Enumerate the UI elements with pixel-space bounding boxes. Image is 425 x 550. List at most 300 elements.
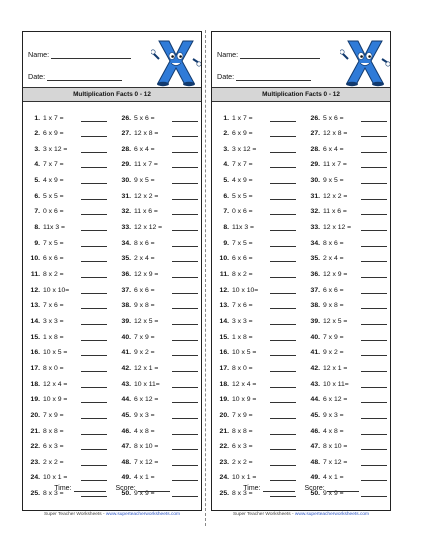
answer-blank[interactable]	[172, 240, 198, 247]
problem-number: 28.	[310, 145, 320, 153]
problem-row	[216, 362, 296, 374]
problem-row	[27, 472, 107, 484]
problem-row	[307, 362, 387, 374]
problem-number: 16.	[219, 349, 229, 357]
problem-number: 35.	[121, 255, 131, 263]
problem-row	[27, 315, 107, 327]
problem-row	[216, 253, 296, 265]
answer-blank[interactable]	[172, 349, 198, 356]
problem-expression: 8 x 2 =	[232, 271, 253, 278]
problem-expression: 3 x 12 =	[232, 145, 257, 153]
answer-blank[interactable]	[361, 240, 387, 247]
score-field[interactable]	[327, 484, 359, 492]
problem-row	[307, 190, 387, 202]
answer-blank[interactable]	[270, 130, 296, 137]
problem-number: 9.	[34, 239, 40, 247]
problem-expression: 0 x 6 =	[43, 208, 64, 216]
problem-row	[27, 159, 107, 171]
answer-blank[interactable]	[172, 365, 198, 372]
problem-number: 40.	[121, 333, 131, 341]
problem-number: 46.	[310, 427, 320, 435]
problem-number: 24.	[219, 474, 229, 482]
problem-row	[118, 347, 198, 359]
answer-blank[interactable]	[270, 302, 296, 309]
problem-number: 22.	[30, 443, 40, 451]
answer-blank[interactable]	[361, 193, 387, 200]
answer-blank[interactable]	[361, 161, 387, 168]
problem-row	[216, 112, 296, 124]
answer-blank[interactable]	[270, 334, 296, 341]
problem-expression: 4 x 1 =	[134, 474, 155, 482]
problem-expression: 5 x 5 =	[43, 192, 64, 200]
problem-number: 27.	[121, 130, 131, 138]
problem-row	[307, 112, 387, 124]
answer-blank[interactable]	[270, 115, 296, 122]
answer-blank[interactable]	[270, 161, 296, 168]
problem-expression: 8 x 8 =	[232, 427, 253, 435]
problem-expression: 6 x 9 =	[232, 130, 253, 138]
problem-number: 34.	[121, 239, 131, 247]
problem-number: 15.	[219, 333, 229, 341]
problem-row	[216, 378, 296, 390]
problem-row	[118, 237, 198, 249]
worksheet-copy-right	[211, 31, 391, 511]
problem-expression: 6 x 6 =	[134, 286, 155, 294]
problem-expression: 6 x 3 =	[43, 443, 64, 451]
answer-blank[interactable]	[81, 365, 107, 372]
problem-number: 15.	[30, 333, 40, 341]
answer-blank[interactable]	[361, 208, 387, 215]
answer-blank[interactable]	[172, 381, 198, 388]
answer-blank[interactable]	[270, 240, 296, 247]
score-item	[305, 484, 359, 492]
answer-blank[interactable]	[270, 365, 296, 372]
answer-blank[interactable]	[81, 146, 107, 153]
problem-row	[216, 190, 296, 202]
problem-expression: 7 x 6 =	[232, 302, 253, 310]
problem-number: 17.	[219, 364, 229, 372]
problem-number: 13.	[219, 302, 229, 310]
problem-number: 37.	[121, 286, 131, 294]
problem-expression: 12 x 5 =	[323, 317, 348, 325]
problem-expression: 9 x 8 =	[323, 302, 344, 310]
name-field[interactable]	[51, 51, 131, 59]
date-field[interactable]	[47, 73, 122, 81]
problem-number: 9.	[223, 239, 229, 247]
answer-blank[interactable]	[172, 193, 198, 200]
problem-row	[307, 425, 387, 437]
name-field[interactable]	[240, 51, 320, 59]
problem-row	[118, 112, 198, 124]
problem-number: 27.	[310, 130, 320, 138]
date-label: Date:	[217, 72, 235, 81]
problem-number: 8.	[34, 224, 40, 232]
problem-row	[216, 331, 296, 343]
name-line	[28, 50, 131, 59]
answer-blank[interactable]	[81, 381, 107, 388]
answer-blank[interactable]	[172, 130, 198, 137]
problem-number: 29.	[310, 161, 320, 169]
problem-number: 47.	[121, 443, 131, 451]
multiplication-x-mascot-icon	[151, 37, 201, 87]
problem-expression: 7 x 7 =	[232, 161, 253, 169]
problem-expression: 11x 3 =	[232, 224, 254, 232]
answer-blank[interactable]	[361, 130, 387, 137]
problem-number: 21.	[219, 427, 229, 435]
score-label: Score:	[304, 485, 325, 492]
problem-row	[27, 284, 107, 296]
answer-blank[interactable]	[361, 334, 387, 341]
answer-blank[interactable]	[172, 161, 198, 168]
answer-blank[interactable]	[270, 349, 296, 356]
problem-number: 22.	[219, 443, 229, 451]
problem-expression: 7 x 5 =	[43, 239, 64, 247]
answer-blank[interactable]	[172, 271, 198, 278]
problem-number: 31.	[310, 192, 320, 200]
answer-blank[interactable]	[361, 177, 387, 184]
problem-number: 6.	[34, 192, 40, 200]
answer-blank[interactable]	[270, 193, 296, 200]
problem-expression: 6 x 12 =	[323, 396, 348, 404]
problem-expression: 4 x 8 =	[134, 427, 155, 435]
problem-expression: 9 x 3 =	[134, 411, 155, 419]
time-label: Time:	[243, 485, 261, 492]
problem-expression: 11 x 7 =	[323, 161, 347, 169]
answer-blank[interactable]	[172, 318, 198, 325]
time-item	[243, 484, 294, 492]
answer-blank[interactable]	[361, 318, 387, 325]
answer-blank[interactable]	[361, 443, 387, 450]
problem-number: 29.	[121, 161, 131, 169]
problem-number: 18.	[30, 380, 40, 388]
problem-row	[216, 206, 296, 218]
problem-row	[216, 284, 296, 296]
score-label: Score:	[115, 485, 136, 492]
answer-blank[interactable]	[81, 474, 107, 481]
problem-row	[27, 300, 107, 312]
answer-blank[interactable]	[172, 428, 198, 435]
answer-blank[interactable]	[361, 381, 387, 388]
problem-row	[27, 425, 107, 437]
answer-blank[interactable]	[270, 208, 296, 215]
problem-expression: 6 x 9 =	[43, 130, 64, 138]
problem-number: 25.	[30, 490, 40, 498]
date-field[interactable]	[236, 73, 311, 81]
problem-number: 25.	[219, 490, 229, 498]
answer-blank[interactable]	[361, 459, 387, 466]
problem-row	[118, 143, 198, 155]
problem-row	[27, 409, 107, 421]
problem-row	[216, 143, 296, 155]
problem-expression: 9 x 9 =	[134, 490, 155, 498]
name-label: Name:	[217, 50, 239, 59]
answer-blank[interactable]	[270, 474, 296, 481]
problem-expression: 8 x 0 =	[43, 364, 64, 372]
answer-blank[interactable]	[361, 255, 387, 262]
problem-expression: 1 x 8 =	[232, 333, 253, 341]
problem-expression: 1 x 7 =	[232, 114, 253, 122]
problem-row	[307, 159, 387, 171]
name-label: Name:	[28, 50, 50, 59]
answer-blank[interactable]	[361, 349, 387, 356]
time-field[interactable]	[74, 484, 106, 492]
answer-blank[interactable]	[81, 130, 107, 137]
problem-row	[307, 300, 387, 312]
answer-blank[interactable]	[81, 161, 107, 168]
problem-expression: 9 x 5 =	[323, 177, 344, 185]
answer-blank[interactable]	[81, 271, 107, 278]
answer-blank[interactable]	[361, 428, 387, 435]
answer-blank[interactable]	[81, 240, 107, 247]
score-item	[116, 484, 170, 492]
multiplication-x-mascot-icon	[340, 37, 390, 87]
score-field[interactable]	[138, 484, 170, 492]
time-field[interactable]	[263, 484, 295, 492]
problem-number: 1.	[223, 114, 229, 122]
problem-row	[216, 347, 296, 359]
problem-expression: 2 x 2 =	[43, 458, 64, 466]
problem-expression: 9 x 9 =	[323, 490, 344, 498]
problem-number: 12.	[219, 286, 229, 294]
problem-expression: 8 x 8 =	[43, 427, 64, 435]
answer-blank[interactable]	[270, 428, 296, 435]
problem-expression: 8 x 6 =	[323, 239, 344, 247]
problem-expression: 10 x 5 =	[232, 349, 257, 357]
problem-row	[118, 456, 198, 468]
problem-row	[307, 394, 387, 406]
answer-blank[interactable]	[361, 302, 387, 309]
problem-number: 30.	[310, 177, 320, 185]
answer-blank[interactable]	[81, 255, 107, 262]
problem-expression: 9 x 5 =	[134, 177, 155, 185]
answer-blank[interactable]	[172, 146, 198, 153]
problem-row	[27, 347, 107, 359]
answer-blank[interactable]	[81, 318, 107, 325]
answer-blank[interactable]	[81, 224, 107, 231]
problem-number: 49.	[310, 474, 320, 482]
answer-blank[interactable]	[361, 271, 387, 278]
date-line	[28, 72, 122, 81]
problem-expression: 10 x 5 =	[43, 349, 68, 357]
problem-expression: 10 x 9 =	[43, 396, 68, 404]
credit-line	[211, 512, 391, 517]
answer-blank[interactable]	[270, 224, 296, 231]
answer-blank[interactable]	[172, 177, 198, 184]
problem-number: 32.	[121, 208, 131, 216]
answer-blank[interactable]	[270, 412, 296, 419]
problem-row	[307, 237, 387, 249]
problem-expression: 4 x 1 =	[323, 474, 344, 482]
problem-expression: 8 x 6 =	[134, 239, 155, 247]
problem-number: 14.	[30, 317, 40, 325]
answer-blank[interactable]	[361, 474, 387, 481]
answer-blank[interactable]	[270, 177, 296, 184]
problem-row	[118, 362, 198, 374]
answer-blank[interactable]	[361, 146, 387, 153]
answer-blank[interactable]	[81, 412, 107, 419]
answer-blank[interactable]	[172, 224, 198, 231]
problem-row	[118, 425, 198, 437]
problem-row	[27, 175, 107, 187]
problem-number: 18.	[219, 380, 229, 388]
problem-number: 3.	[223, 145, 229, 153]
problem-number: 19.	[219, 396, 229, 404]
problem-expression: 3 x 12 =	[43, 145, 68, 153]
problem-expression: 12 x 1 =	[323, 364, 348, 372]
problem-number: 23.	[30, 458, 40, 466]
problem-row	[307, 284, 387, 296]
problem-number: 20.	[30, 411, 40, 419]
problem-row	[307, 253, 387, 265]
problem-row	[216, 315, 296, 327]
problem-row	[118, 409, 198, 421]
answer-blank[interactable]	[270, 318, 296, 325]
problem-number: 31.	[121, 192, 131, 200]
problem-number: 8.	[223, 224, 229, 232]
problem-row	[216, 128, 296, 140]
problem-expression: 6 x 6 =	[323, 286, 344, 294]
answer-blank[interactable]	[172, 396, 198, 403]
answer-blank[interactable]	[172, 443, 198, 450]
answer-blank[interactable]	[81, 349, 107, 356]
problem-expression: 2 x 4 =	[323, 255, 344, 263]
problem-number: 17.	[30, 364, 40, 372]
problem-row	[27, 128, 107, 140]
problem-row	[307, 378, 387, 390]
problem-row	[118, 300, 198, 312]
problem-number: 48.	[310, 458, 320, 466]
answer-blank[interactable]	[81, 177, 107, 184]
answer-blank[interactable]	[172, 302, 198, 309]
answer-blank[interactable]	[81, 302, 107, 309]
problem-expression: 6 x 4 =	[134, 145, 155, 153]
problem-number: 41.	[121, 349, 131, 357]
problem-number: 50.	[121, 490, 131, 498]
answer-blank[interactable]	[81, 396, 107, 403]
problem-row	[27, 394, 107, 406]
problem-row	[118, 190, 198, 202]
answer-blank[interactable]	[270, 146, 296, 153]
answer-blank[interactable]	[361, 115, 387, 122]
answer-blank[interactable]	[81, 208, 107, 215]
problem-expression: 12 x 9 =	[323, 271, 348, 278]
answer-blank[interactable]	[361, 396, 387, 403]
problem-number: 42.	[310, 364, 320, 372]
answer-blank[interactable]	[81, 428, 107, 435]
problem-expression: 5 x 6 =	[134, 114, 155, 122]
answer-blank[interactable]	[361, 365, 387, 372]
problem-expression: 10 x 10=	[43, 286, 70, 294]
answer-blank[interactable]	[361, 412, 387, 419]
answer-blank[interactable]	[270, 459, 296, 466]
problem-number: 11.	[30, 271, 40, 278]
answer-blank[interactable]	[172, 459, 198, 466]
problem-number: 2.	[223, 130, 229, 138]
answer-blank[interactable]	[270, 255, 296, 262]
problem-expression: 7 x 7 =	[43, 161, 64, 169]
problem-expression: 12 x 4 =	[43, 380, 68, 388]
problem-expression: 6 x 4 =	[323, 145, 344, 153]
problem-expression: 8 x 10 =	[323, 443, 348, 451]
problem-expression: 7 x 12 =	[134, 458, 159, 466]
problem-expression: 12 x 1 =	[134, 364, 159, 372]
problem-number: 34.	[310, 239, 320, 247]
answer-blank[interactable]	[172, 208, 198, 215]
answer-blank[interactable]	[81, 334, 107, 341]
problem-number: 45.	[310, 411, 320, 419]
problem-row	[27, 362, 107, 374]
problem-number: 46.	[121, 427, 131, 435]
answer-blank[interactable]	[172, 474, 198, 481]
problem-number: 10.	[30, 255, 40, 263]
credit-url[interactable]: www.superteacherworksheets.com	[294, 512, 370, 517]
problem-number: 21.	[30, 427, 40, 435]
answer-blank[interactable]	[270, 287, 296, 294]
problem-number: 40.	[310, 333, 320, 341]
problem-expression: 4 x 9 =	[43, 177, 64, 185]
answer-blank[interactable]	[361, 224, 387, 231]
answer-blank[interactable]	[172, 334, 198, 341]
problem-row	[307, 409, 387, 421]
answer-blank[interactable]	[172, 255, 198, 262]
problem-expression: 6 x 3 =	[232, 443, 253, 451]
problem-row	[27, 206, 107, 218]
problem-number: 42.	[121, 364, 131, 372]
problem-row	[307, 472, 387, 484]
problem-number: 7.	[223, 208, 229, 216]
answer-blank[interactable]	[81, 115, 107, 122]
problem-number: 14.	[219, 317, 229, 325]
problem-expression: 12 x 2 =	[134, 192, 159, 200]
answer-blank[interactable]	[172, 287, 198, 294]
problem-number: 26.	[310, 114, 320, 122]
problem-number: 43.	[310, 380, 320, 388]
answer-blank[interactable]	[361, 287, 387, 294]
answer-blank[interactable]	[81, 459, 107, 466]
problem-expression: 8 x 2 =	[43, 271, 64, 278]
answer-blank[interactable]	[172, 115, 198, 122]
problem-row	[307, 222, 387, 234]
problem-row	[27, 190, 107, 202]
problem-expression: 6 x 6 =	[43, 255, 64, 263]
problem-row	[307, 456, 387, 468]
answer-blank[interactable]	[81, 287, 107, 294]
worksheet-copy-left	[22, 31, 202, 511]
problem-number: 5.	[34, 177, 40, 185]
answer-blank[interactable]	[81, 443, 107, 450]
answer-blank[interactable]	[270, 381, 296, 388]
problem-number: 4.	[34, 161, 40, 169]
problem-row	[216, 159, 296, 171]
problem-expression: 7 x 6 =	[43, 302, 64, 310]
problem-expression: 1 x 7 =	[43, 114, 64, 122]
answer-blank[interactable]	[270, 443, 296, 450]
answer-blank[interactable]	[172, 412, 198, 419]
answer-blank[interactable]	[81, 193, 107, 200]
answer-blank[interactable]	[270, 271, 296, 278]
problem-number: 23.	[219, 458, 229, 466]
time-label: Time:	[54, 485, 72, 492]
credit-url[interactable]: www.superteacherworksheets.com	[105, 512, 181, 517]
problem-expression: 12 x 8 =	[323, 130, 348, 138]
problem-expression: 8 x 3 =	[43, 490, 64, 498]
answer-blank[interactable]	[270, 396, 296, 403]
problem-number: 49.	[121, 474, 131, 482]
footer	[23, 484, 201, 492]
problem-expression: 7 x 9 =	[134, 333, 155, 341]
problem-row	[216, 237, 296, 249]
problem-row	[118, 315, 198, 327]
